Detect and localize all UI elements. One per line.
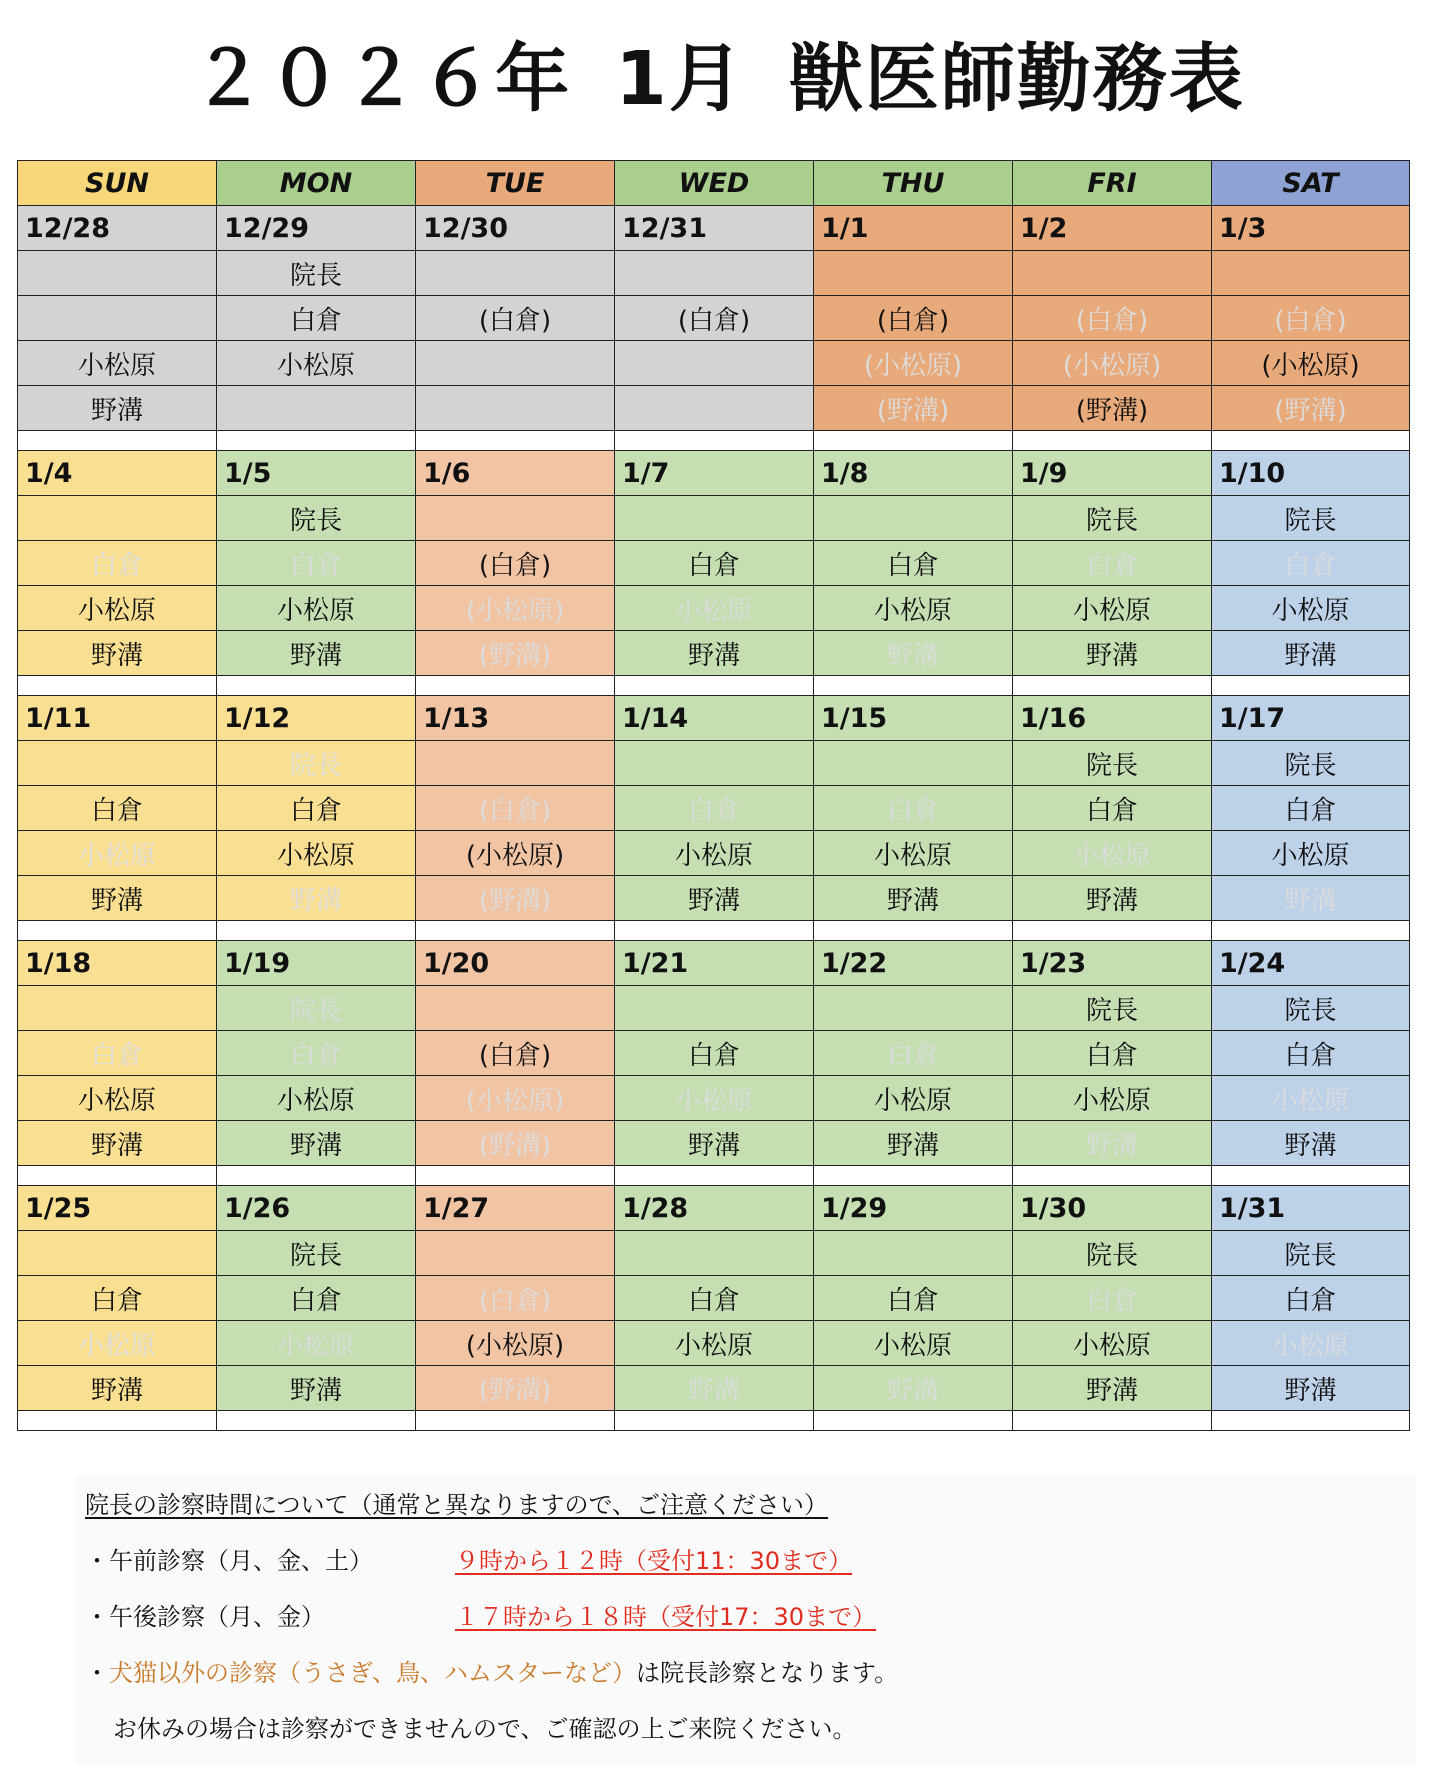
gap-cell bbox=[814, 1411, 1013, 1431]
staff-cell: (小松原) bbox=[814, 341, 1013, 386]
gap-cell bbox=[18, 676, 217, 696]
date-cell: 1/19 bbox=[217, 941, 416, 986]
date-cell: 1/21 bbox=[615, 941, 814, 986]
staff-row bbox=[18, 786, 1410, 831]
staff-row bbox=[18, 1321, 1410, 1366]
staff-cell: 野溝 bbox=[1013, 1366, 1212, 1411]
gap-cell bbox=[416, 431, 615, 451]
other-highlight: 犬猫以外の診察（うさぎ、鳥、ハムスターなど） bbox=[109, 1659, 637, 1687]
staff-row bbox=[18, 1031, 1410, 1076]
staff-row bbox=[18, 341, 1410, 386]
staff-row bbox=[18, 741, 1410, 786]
staff-cell: 院長 bbox=[1013, 986, 1212, 1031]
gap-cell bbox=[1013, 676, 1212, 696]
date-cell: 1/27 bbox=[416, 1186, 615, 1231]
staff-cell: 小松原 bbox=[217, 831, 416, 876]
notes-pm bbox=[85, 1597, 876, 1632]
date-cell: 1/23 bbox=[1013, 941, 1212, 986]
week-gap-row bbox=[18, 921, 1410, 941]
staff-cell: 小松原 bbox=[18, 341, 217, 386]
staff-cell bbox=[1212, 251, 1410, 296]
gap-cell bbox=[217, 1166, 416, 1186]
staff-cell bbox=[615, 986, 814, 1031]
staff-cell: 白倉 bbox=[814, 786, 1013, 831]
staff-cell: 野溝 bbox=[615, 1366, 814, 1411]
staff-cell: 院長 bbox=[217, 251, 416, 296]
staff-cell: 白倉 bbox=[1013, 541, 1212, 586]
date-cell: 1/10 bbox=[1212, 451, 1410, 496]
staff-cell: 野溝 bbox=[1212, 1366, 1410, 1411]
staff-row bbox=[18, 296, 1410, 341]
staff-cell bbox=[814, 986, 1013, 1031]
staff-cell: 小松原 bbox=[615, 1076, 814, 1121]
staff-cell bbox=[615, 341, 814, 386]
staff-cell: 野溝 bbox=[615, 631, 814, 676]
staff-cell bbox=[18, 1231, 217, 1276]
date-cell: 1/14 bbox=[615, 696, 814, 741]
staff-cell: 野溝 bbox=[814, 1366, 1013, 1411]
staff-row bbox=[18, 586, 1410, 631]
gap-cell bbox=[18, 1411, 217, 1431]
staff-cell: 小松原 bbox=[1212, 831, 1410, 876]
staff-cell: 野溝 bbox=[1013, 876, 1212, 921]
staff-row bbox=[18, 541, 1410, 586]
notes-am bbox=[85, 1541, 852, 1576]
day-header-wed: WED bbox=[615, 161, 814, 206]
staff-cell: 白倉 bbox=[615, 541, 814, 586]
staff-cell: 野溝 bbox=[1212, 631, 1410, 676]
date-cell: 1/29 bbox=[814, 1186, 1013, 1231]
gap-cell bbox=[217, 676, 416, 696]
staff-row bbox=[18, 986, 1410, 1031]
date-cell: 1/26 bbox=[217, 1186, 416, 1231]
staff-cell: (白倉) bbox=[416, 541, 615, 586]
staff-cell: 白倉 bbox=[814, 541, 1013, 586]
gap-cell bbox=[814, 1166, 1013, 1186]
staff-cell bbox=[18, 496, 217, 541]
staff-cell bbox=[217, 386, 416, 431]
date-cell: 12/31 bbox=[615, 206, 814, 251]
gap-cell bbox=[814, 431, 1013, 451]
date-cell: 12/30 bbox=[416, 206, 615, 251]
title-month: 1月 bbox=[615, 36, 745, 122]
staff-cell: 小松原 bbox=[814, 831, 1013, 876]
am-time: ９時から１２時（受付11：30まで） bbox=[455, 1547, 853, 1575]
staff-cell: 白倉 bbox=[615, 1031, 814, 1076]
gap-cell bbox=[615, 676, 814, 696]
gap-cell bbox=[1013, 1411, 1212, 1431]
date-cell: 1/1 bbox=[814, 206, 1013, 251]
staff-cell: (野溝) bbox=[1212, 386, 1410, 431]
staff-cell: (野溝) bbox=[416, 631, 615, 676]
staff-row bbox=[18, 631, 1410, 676]
staff-row bbox=[18, 1276, 1410, 1321]
staff-cell: 小松原 bbox=[217, 586, 416, 631]
staff-cell: 小松原 bbox=[814, 586, 1013, 631]
gap-cell bbox=[1212, 676, 1410, 696]
staff-cell: 野溝 bbox=[615, 1121, 814, 1166]
staff-cell bbox=[814, 1231, 1013, 1276]
staff-cell: 小松原 bbox=[18, 586, 217, 631]
gap-cell bbox=[814, 921, 1013, 941]
title-year: ２０２６年 bbox=[191, 36, 572, 122]
notes-panel bbox=[75, 1475, 1415, 1765]
staff-row bbox=[18, 876, 1410, 921]
staff-cell: 小松原 bbox=[1013, 586, 1212, 631]
staff-cell: 白倉 bbox=[217, 1031, 416, 1076]
gap-cell bbox=[1212, 1166, 1410, 1186]
gap-cell bbox=[1013, 431, 1212, 451]
week-gap-row bbox=[18, 1166, 1410, 1186]
staff-cell: 白倉 bbox=[18, 541, 217, 586]
staff-cell bbox=[615, 386, 814, 431]
staff-cell: 小松原 bbox=[814, 1076, 1013, 1121]
staff-cell: (白倉) bbox=[1212, 296, 1410, 341]
gap-cell bbox=[615, 1166, 814, 1186]
staff-cell: 野溝 bbox=[18, 631, 217, 676]
staff-cell: 白倉 bbox=[1212, 1031, 1410, 1076]
staff-cell bbox=[615, 741, 814, 786]
staff-cell: 小松原 bbox=[1013, 1321, 1212, 1366]
staff-cell bbox=[416, 741, 615, 786]
gap-cell bbox=[615, 921, 814, 941]
gap-cell bbox=[217, 921, 416, 941]
date-cell: 1/28 bbox=[615, 1186, 814, 1231]
schedule-table bbox=[17, 160, 1410, 1431]
staff-cell: (白倉) bbox=[416, 1276, 615, 1321]
staff-cell: 白倉 bbox=[18, 1031, 217, 1076]
staff-cell: 野溝 bbox=[814, 631, 1013, 676]
date-cell: 1/13 bbox=[416, 696, 615, 741]
staff-cell bbox=[814, 741, 1013, 786]
staff-cell: 小松原 bbox=[18, 831, 217, 876]
staff-cell: 白倉 bbox=[1212, 786, 1410, 831]
staff-cell: (白倉) bbox=[615, 296, 814, 341]
date-cell: 1/15 bbox=[814, 696, 1013, 741]
staff-cell: 院長 bbox=[1212, 1231, 1410, 1276]
staff-cell bbox=[18, 296, 217, 341]
staff-cell bbox=[1013, 251, 1212, 296]
date-cell: 1/6 bbox=[416, 451, 615, 496]
staff-cell: 院長 bbox=[1013, 496, 1212, 541]
gap-cell bbox=[615, 1411, 814, 1431]
staff-cell: (白倉) bbox=[416, 786, 615, 831]
date-cell: 1/5 bbox=[217, 451, 416, 496]
staff-cell: (野溝) bbox=[416, 876, 615, 921]
staff-cell: 小松原 bbox=[1013, 831, 1212, 876]
staff-cell: 白倉 bbox=[217, 296, 416, 341]
week-gap-row bbox=[18, 1411, 1410, 1431]
staff-row bbox=[18, 1366, 1410, 1411]
day-header-fri: FRI bbox=[1013, 161, 1212, 206]
staff-cell bbox=[18, 741, 217, 786]
staff-cell: 小松原 bbox=[18, 1321, 217, 1366]
week-date-row bbox=[18, 206, 1410, 251]
staff-cell: 院長 bbox=[217, 1231, 416, 1276]
staff-row bbox=[18, 496, 1410, 541]
week-date-row bbox=[18, 1186, 1410, 1231]
pm-time: １７時から１８時（受付17：30まで） bbox=[455, 1603, 877, 1631]
staff-cell: 小松原 bbox=[1212, 586, 1410, 631]
staff-cell: 白倉 bbox=[615, 786, 814, 831]
staff-cell: 野溝 bbox=[615, 876, 814, 921]
staff-cell: 院長 bbox=[1212, 986, 1410, 1031]
staff-cell bbox=[615, 1231, 814, 1276]
staff-cell: (野溝) bbox=[1013, 386, 1212, 431]
week-gap-row bbox=[18, 676, 1410, 696]
gap-cell bbox=[1013, 1166, 1212, 1186]
staff-cell: 小松原 bbox=[1212, 1076, 1410, 1121]
staff-cell: 白倉 bbox=[814, 1031, 1013, 1076]
staff-cell: 野溝 bbox=[814, 876, 1013, 921]
staff-cell: 白倉 bbox=[217, 1276, 416, 1321]
staff-cell: (白倉) bbox=[416, 296, 615, 341]
week-date-row bbox=[18, 696, 1410, 741]
staff-cell: 白倉 bbox=[1013, 786, 1212, 831]
gap-cell bbox=[18, 1166, 217, 1186]
date-cell: 1/25 bbox=[18, 1186, 217, 1231]
date-cell: 1/17 bbox=[1212, 696, 1410, 741]
staff-cell bbox=[615, 496, 814, 541]
staff-cell: 院長 bbox=[217, 496, 416, 541]
date-cell: 12/28 bbox=[18, 206, 217, 251]
staff-cell bbox=[416, 1231, 615, 1276]
staff-row bbox=[18, 251, 1410, 296]
day-header-sun: SUN bbox=[18, 161, 217, 206]
day-header-row bbox=[18, 161, 1410, 206]
staff-cell: 院長 bbox=[217, 986, 416, 1031]
staff-cell: 小松原 bbox=[217, 341, 416, 386]
am-label: ・午前診察（月、金、土） bbox=[85, 1547, 373, 1575]
date-cell: 1/12 bbox=[217, 696, 416, 741]
day-header-thu: THU bbox=[814, 161, 1013, 206]
day-header-mon: MON bbox=[217, 161, 416, 206]
gap-cell bbox=[18, 431, 217, 451]
gap-cell bbox=[416, 921, 615, 941]
staff-cell: 白倉 bbox=[814, 1276, 1013, 1321]
staff-cell: 院長 bbox=[1212, 741, 1410, 786]
staff-cell: 白倉 bbox=[615, 1276, 814, 1321]
gap-cell bbox=[217, 431, 416, 451]
staff-cell: 小松原 bbox=[1212, 1321, 1410, 1366]
staff-cell: (小松原) bbox=[416, 831, 615, 876]
staff-cell: (小松原) bbox=[416, 1076, 615, 1121]
staff-cell: 野溝 bbox=[18, 1366, 217, 1411]
gap-cell bbox=[217, 1411, 416, 1431]
date-cell: 1/2 bbox=[1013, 206, 1212, 251]
staff-cell bbox=[814, 251, 1013, 296]
date-cell: 1/30 bbox=[1013, 1186, 1212, 1231]
staff-cell: 院長 bbox=[1013, 741, 1212, 786]
staff-cell bbox=[416, 386, 615, 431]
staff-row bbox=[18, 386, 1410, 431]
date-cell: 1/8 bbox=[814, 451, 1013, 496]
staff-cell: 野溝 bbox=[18, 386, 217, 431]
other-rest: は院長診察となります。 bbox=[636, 1659, 899, 1687]
staff-cell: 小松原 bbox=[18, 1076, 217, 1121]
staff-cell: 野溝 bbox=[1212, 1121, 1410, 1166]
staff-cell: 白倉 bbox=[1013, 1031, 1212, 1076]
staff-cell: (野溝) bbox=[416, 1121, 615, 1166]
gap-cell bbox=[1212, 1411, 1410, 1431]
staff-cell: 野溝 bbox=[18, 1121, 217, 1166]
staff-cell: 小松原 bbox=[217, 1076, 416, 1121]
staff-cell: 院長 bbox=[1013, 1231, 1212, 1276]
gap-cell bbox=[416, 1411, 615, 1431]
gap-cell bbox=[1212, 921, 1410, 941]
staff-cell bbox=[416, 251, 615, 296]
date-cell: 1/31 bbox=[1212, 1186, 1410, 1231]
staff-cell: 野溝 bbox=[217, 1366, 416, 1411]
gap-cell bbox=[1013, 921, 1212, 941]
staff-cell: (小松原) bbox=[416, 1321, 615, 1366]
staff-cell bbox=[416, 341, 615, 386]
staff-cell: 小松原 bbox=[615, 831, 814, 876]
staff-cell: 野溝 bbox=[1013, 1121, 1212, 1166]
staff-cell: (小松原) bbox=[416, 586, 615, 631]
date-cell: 1/18 bbox=[18, 941, 217, 986]
staff-cell: (小松原) bbox=[1212, 341, 1410, 386]
page-title bbox=[0, 20, 1436, 126]
staff-cell: 野溝 bbox=[1013, 631, 1212, 676]
date-cell: 1/20 bbox=[416, 941, 615, 986]
week-gap-row bbox=[18, 431, 1410, 451]
date-cell: 1/16 bbox=[1013, 696, 1212, 741]
week-date-row bbox=[18, 941, 1410, 986]
staff-cell: 院長 bbox=[217, 741, 416, 786]
day-header-sat: SAT bbox=[1212, 161, 1410, 206]
date-cell: 1/24 bbox=[1212, 941, 1410, 986]
staff-cell: 白倉 bbox=[1212, 1276, 1410, 1321]
title-name: 獣医師勤務表 bbox=[788, 36, 1245, 122]
staff-cell: 白倉 bbox=[18, 786, 217, 831]
staff-cell: 小松原 bbox=[1013, 1076, 1212, 1121]
staff-cell: 院長 bbox=[1212, 496, 1410, 541]
gap-cell bbox=[814, 676, 1013, 696]
gap-cell bbox=[416, 1166, 615, 1186]
staff-cell bbox=[18, 986, 217, 1031]
staff-cell: (白倉) bbox=[1013, 296, 1212, 341]
staff-cell bbox=[18, 251, 217, 296]
date-cell: 1/9 bbox=[1013, 451, 1212, 496]
date-cell: 1/7 bbox=[615, 451, 814, 496]
staff-cell bbox=[416, 496, 615, 541]
staff-cell: 野溝 bbox=[814, 1121, 1013, 1166]
staff-cell: 野溝 bbox=[217, 631, 416, 676]
staff-row bbox=[18, 831, 1410, 876]
gap-cell bbox=[18, 921, 217, 941]
staff-cell: 野溝 bbox=[1212, 876, 1410, 921]
gap-cell bbox=[416, 676, 615, 696]
staff-cell: (野溝) bbox=[814, 386, 1013, 431]
staff-cell: (白倉) bbox=[416, 1031, 615, 1076]
staff-cell: 小松原 bbox=[217, 1321, 416, 1366]
staff-cell: 白倉 bbox=[1013, 1276, 1212, 1321]
staff-cell: (小松原) bbox=[1013, 341, 1212, 386]
staff-cell: 白倉 bbox=[217, 541, 416, 586]
date-cell: 1/11 bbox=[18, 696, 217, 741]
notes-heading: 院長の診察時間について（通常と異なりますので、ご注意ください） bbox=[85, 1491, 829, 1519]
staff-cell: 白倉 bbox=[18, 1276, 217, 1321]
pm-label: ・午後診察（月、金） bbox=[85, 1603, 325, 1631]
staff-cell: 野溝 bbox=[217, 1121, 416, 1166]
date-cell: 12/29 bbox=[217, 206, 416, 251]
notes-other bbox=[85, 1653, 898, 1688]
staff-row bbox=[18, 1231, 1410, 1276]
date-cell: 1/3 bbox=[1212, 206, 1410, 251]
staff-cell: (野溝) bbox=[416, 1366, 615, 1411]
staff-cell bbox=[814, 496, 1013, 541]
gap-cell bbox=[615, 431, 814, 451]
staff-row bbox=[18, 1121, 1410, 1166]
other-bullet: ・ bbox=[85, 1659, 109, 1687]
staff-cell: 白倉 bbox=[217, 786, 416, 831]
staff-cell: 小松原 bbox=[814, 1321, 1013, 1366]
day-header-tue: TUE bbox=[416, 161, 615, 206]
staff-cell: 白倉 bbox=[1212, 541, 1410, 586]
staff-cell bbox=[615, 251, 814, 296]
staff-cell: (白倉) bbox=[814, 296, 1013, 341]
staff-cell: 野溝 bbox=[18, 876, 217, 921]
staff-cell: 野溝 bbox=[217, 876, 416, 921]
gap-cell bbox=[1212, 431, 1410, 451]
week-date-row bbox=[18, 451, 1410, 496]
notes-closing: お休みの場合は診察ができませんので、ご確認の上ご来院ください。 bbox=[113, 1715, 857, 1743]
date-cell: 1/4 bbox=[18, 451, 217, 496]
staff-cell bbox=[416, 986, 615, 1031]
staff-row bbox=[18, 1076, 1410, 1121]
staff-cell: 小松原 bbox=[615, 1321, 814, 1366]
staff-cell: 小松原 bbox=[615, 586, 814, 631]
date-cell: 1/22 bbox=[814, 941, 1013, 986]
